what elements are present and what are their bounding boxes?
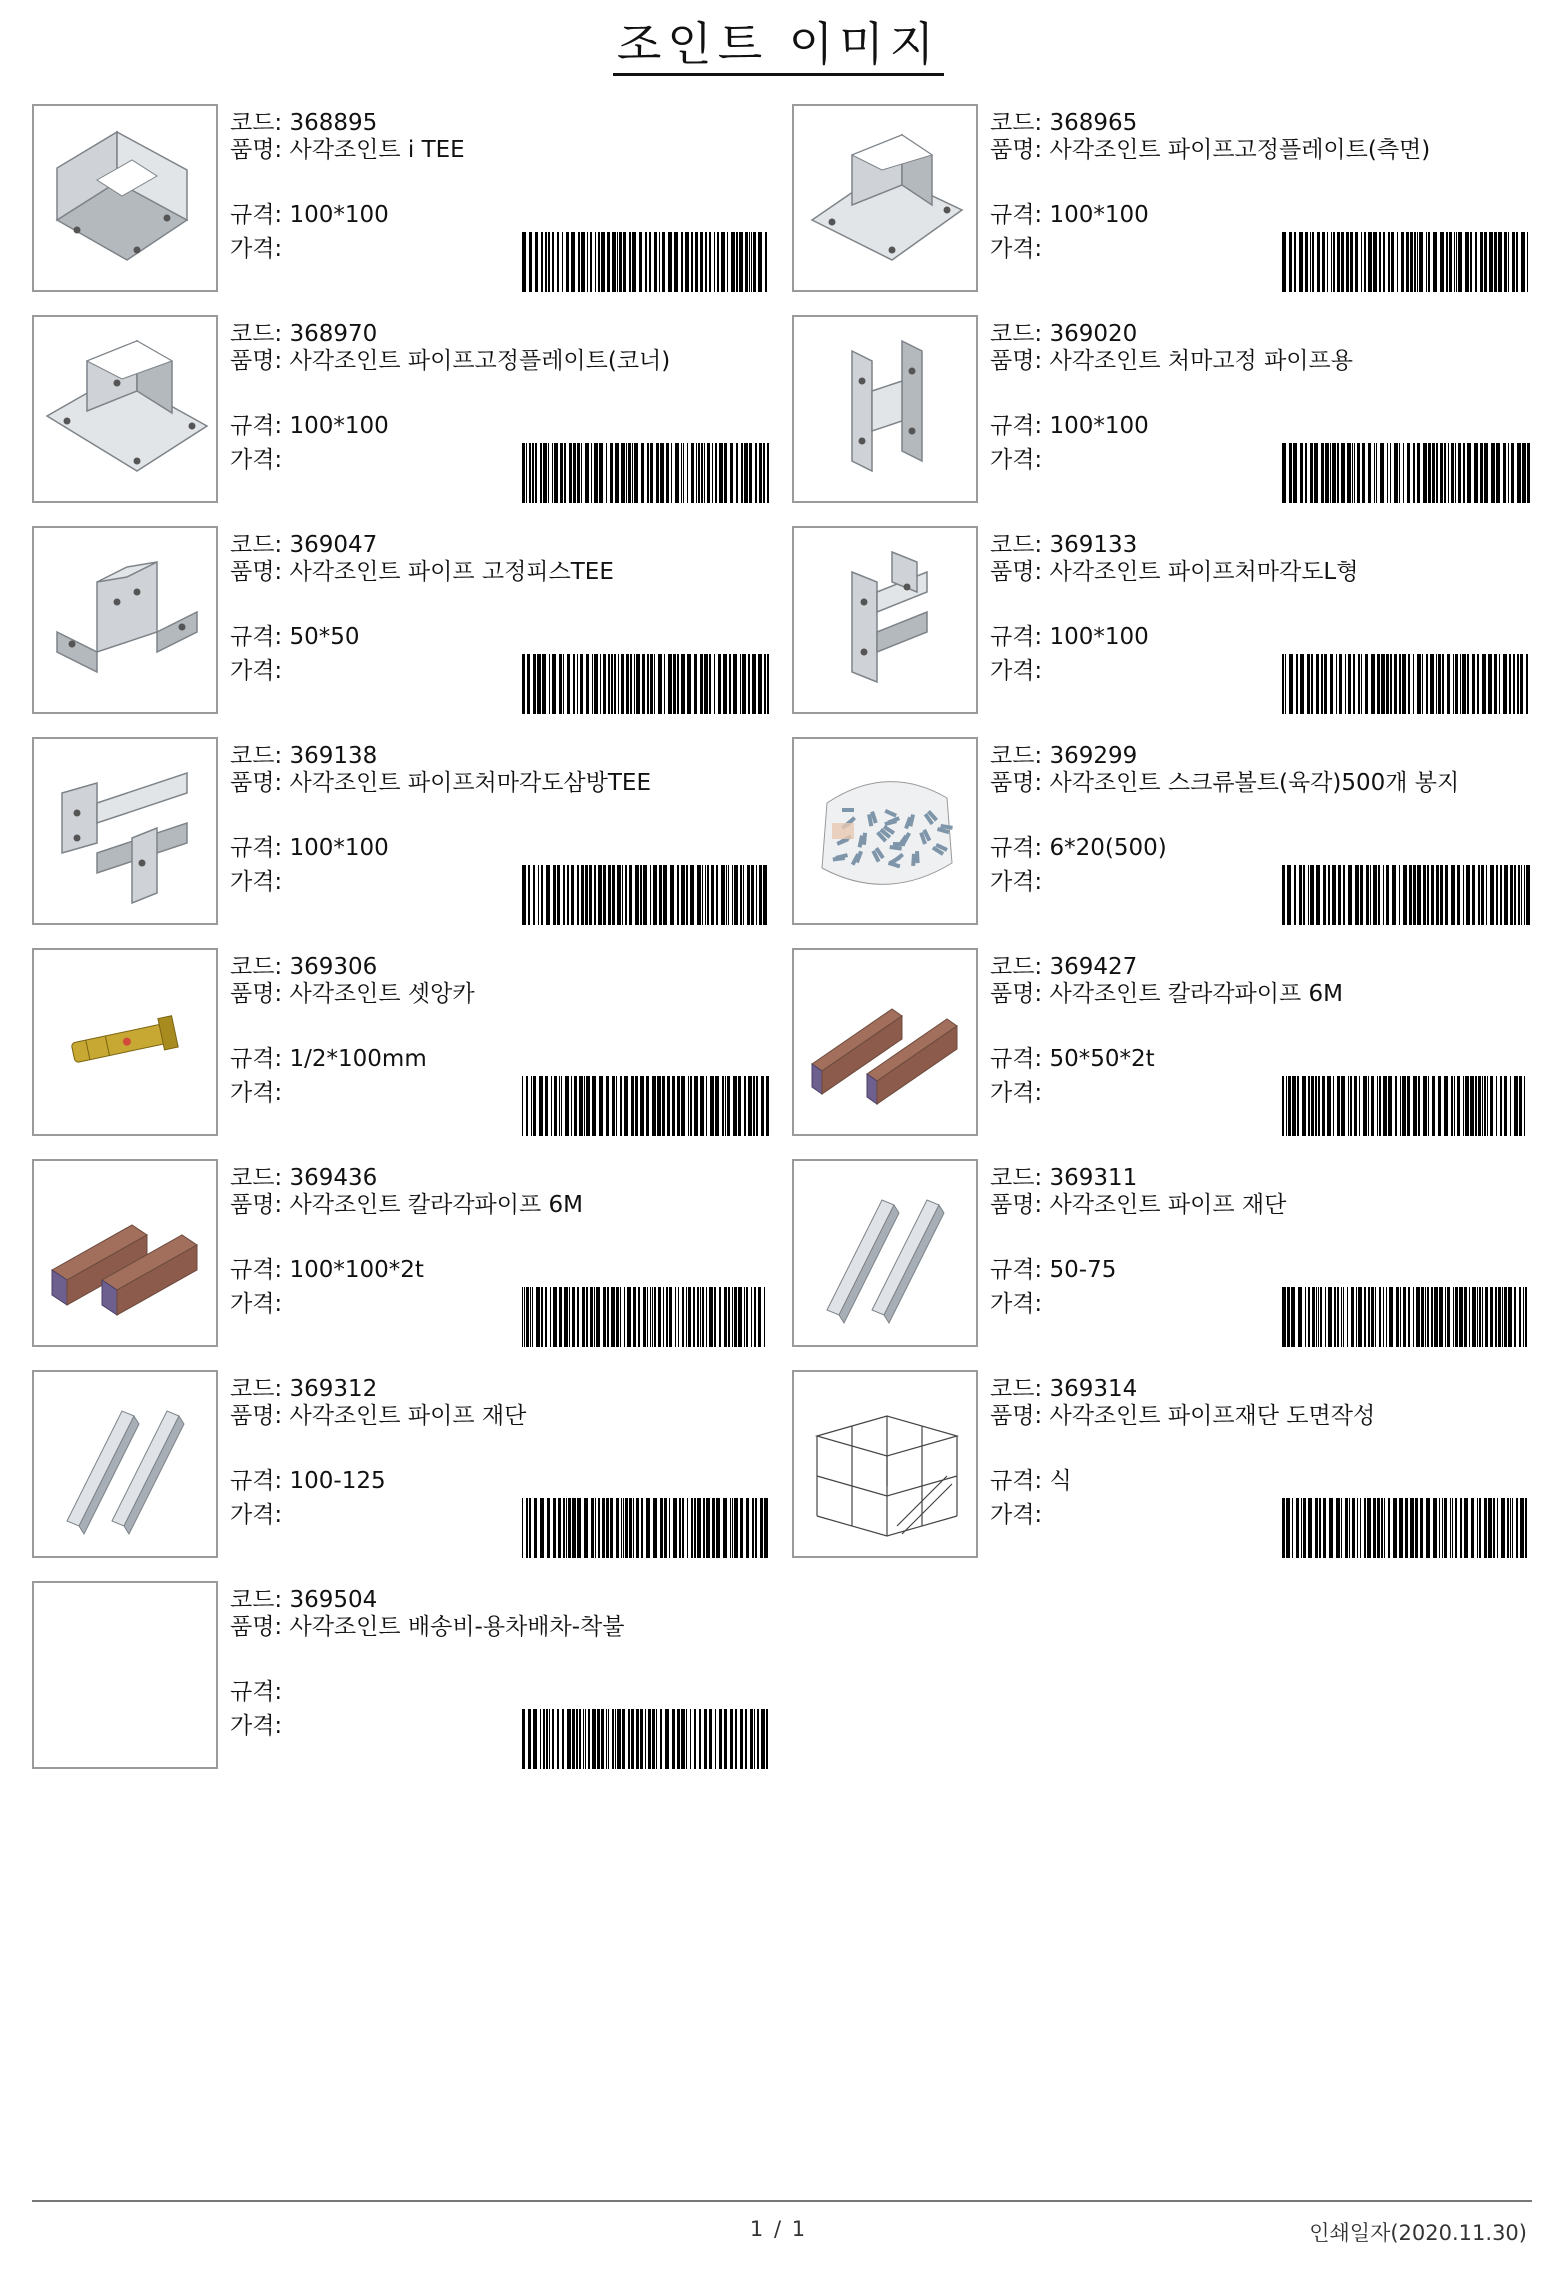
code-row (990, 530, 1137, 560)
code-value: 369312 (289, 1376, 378, 1402)
spec-label: 규격: (990, 1257, 1050, 1283)
product-image (32, 1581, 218, 1769)
spec-row (990, 622, 1149, 652)
price-label: 가격: (990, 658, 1050, 684)
eaves-three-way-tee-icon (37, 743, 213, 919)
spec-value: 100*100 (1049, 624, 1149, 650)
product-card (792, 737, 1532, 948)
name-value: 사각조인트 파이프고정플레이트(코너) (289, 348, 671, 374)
spec-label: 규격: (230, 413, 290, 439)
spec-label: 규격: (230, 1257, 290, 1283)
color-square-pipe-large-icon (37, 1165, 213, 1341)
spec-value: 50*50*2t (1049, 1046, 1155, 1072)
barcode-graphic (522, 1287, 770, 1347)
barcode (1282, 865, 1530, 925)
product-card (792, 948, 1532, 1159)
code-row (230, 1374, 377, 1404)
page-title: 조인트 이미지 (0, 14, 1557, 74)
name-value: 사각조인트 파이프재단 도면작성 (1049, 1403, 1376, 1429)
spec-label: 규격: (990, 624, 1050, 650)
spec-value: 식 (1049, 1468, 1072, 1494)
code-value: 369436 (289, 1165, 378, 1191)
code-label: 코드: (990, 321, 1050, 347)
blank-image (37, 1587, 213, 1763)
code-value: 369299 (1049, 743, 1138, 769)
spec-row (990, 1466, 1072, 1496)
barcode-graphic (522, 1498, 770, 1558)
barcode (1282, 1076, 1530, 1136)
spec-value: 100*100 (289, 835, 389, 861)
code-row (990, 319, 1137, 349)
code-label: 코드: (230, 321, 290, 347)
price-row (230, 1500, 290, 1530)
product-image (792, 315, 978, 503)
spec-label: 규격: (230, 624, 290, 650)
code-row (990, 952, 1137, 982)
price-row (230, 867, 290, 897)
code-row (230, 530, 377, 560)
barcode (1282, 1498, 1530, 1558)
code-value: 369133 (1049, 532, 1138, 558)
barcode (1282, 443, 1530, 503)
name-value: 사각조인트 파이프 고정피스TEE (289, 559, 614, 585)
spec-row (230, 1044, 427, 1074)
code-value: 369138 (289, 743, 378, 769)
price-label: 가격: (990, 447, 1050, 473)
screw-bolt-bag-icon (797, 743, 973, 919)
name-label: 품명: (990, 348, 1050, 374)
spec-row (990, 411, 1149, 441)
name-row (230, 138, 770, 163)
product-card (32, 1581, 792, 1792)
name-value: 사각조인트 칼라각파이프 6M (1049, 981, 1343, 1007)
spec-value: 100*100 (1049, 202, 1149, 228)
product-card (32, 948, 792, 1159)
product-image (32, 1370, 218, 1558)
spec-label: 규격: (990, 202, 1050, 228)
code-row (990, 1163, 1137, 1193)
code-value: 369306 (289, 954, 378, 980)
name-label: 품명: (990, 770, 1050, 796)
name-label: 품명: (230, 559, 290, 585)
name-value: 사각조인트 파이프고정플레이트(측면) (1049, 137, 1431, 163)
price-row (990, 234, 1050, 264)
price-row (230, 1711, 290, 1741)
price-row (990, 445, 1050, 475)
code-label: 코드: (230, 743, 290, 769)
barcode-graphic (1282, 1287, 1530, 1347)
barcode-graphic (522, 865, 770, 925)
spec-row (230, 411, 389, 441)
product-image (32, 948, 218, 1136)
name-row (990, 982, 1530, 1007)
name-row (230, 349, 770, 374)
name-label: 품명: (990, 559, 1050, 585)
name-label: 품명: (230, 137, 290, 163)
product-image (32, 737, 218, 925)
code-row (990, 1374, 1137, 1404)
spec-value: 100*100*2t (289, 1257, 424, 1283)
product-image (792, 1159, 978, 1347)
price-label: 가격: (230, 1291, 290, 1317)
barcode-graphic (522, 654, 770, 714)
product-card (32, 315, 792, 526)
price-row (230, 656, 290, 686)
code-label: 코드: (230, 1165, 290, 1191)
spec-row (230, 833, 389, 863)
barcode-graphic (1282, 865, 1530, 925)
barcode (1282, 1287, 1530, 1347)
spec-value: 50-75 (1049, 1257, 1117, 1283)
barcode-graphic (522, 1076, 770, 1136)
product-card (32, 104, 792, 315)
code-value: 369047 (289, 532, 378, 558)
product-image (32, 104, 218, 292)
barcode-graphic (1282, 1076, 1530, 1136)
code-row (230, 1585, 377, 1615)
price-row (990, 867, 1050, 897)
name-label: 품명: (230, 1614, 290, 1640)
price-label: 가격: (990, 1291, 1050, 1317)
price-row (990, 1289, 1050, 1319)
spec-label: 규격: (230, 1679, 290, 1705)
code-row (230, 319, 377, 349)
name-row (230, 982, 770, 1007)
spec-label: 규격: (990, 1468, 1050, 1494)
pipe-fixing-plate-corner-icon (37, 321, 213, 497)
product-card (32, 737, 792, 948)
product-card (792, 104, 1532, 315)
spec-value: 6*20(500) (1049, 835, 1167, 861)
spec-row (990, 1044, 1155, 1074)
spec-label: 규격: (230, 835, 290, 861)
code-label: 코드: (230, 1376, 290, 1402)
color-square-pipe-icon (797, 954, 973, 1130)
spec-label: 규격: (230, 1468, 290, 1494)
product-image (792, 737, 978, 925)
code-row (230, 741, 377, 771)
barcode (522, 1709, 770, 1769)
price-label: 가격: (990, 1080, 1050, 1106)
name-value: 사각조인트 처마고정 파이프용 (1049, 348, 1353, 374)
code-label: 코드: (230, 532, 290, 558)
price-label: 가격: (230, 236, 290, 262)
name-value: 사각조인트 칼라각파이프 6M (289, 1192, 583, 1218)
product-image (32, 1159, 218, 1347)
price-row (230, 1289, 290, 1319)
barcode-graphic (1282, 232, 1530, 292)
barcode (522, 865, 770, 925)
code-label: 코드: (990, 110, 1050, 136)
spec-label: 규격: (230, 202, 290, 228)
name-label: 품명: (230, 348, 290, 374)
name-row (230, 560, 770, 585)
price-label: 가격: (990, 236, 1050, 262)
spec-label: 규격: (990, 413, 1050, 439)
product-card (32, 1159, 792, 1370)
price-label: 가격: (990, 869, 1050, 895)
name-label: 품명: (230, 1403, 290, 1429)
barcode (522, 1287, 770, 1347)
barcode (1282, 232, 1530, 292)
barcode-graphic (1282, 443, 1530, 503)
code-value: 368965 (1049, 110, 1138, 136)
spec-row (990, 1255, 1116, 1285)
spec-row (230, 1255, 424, 1285)
name-value: 사각조인트 i TEE (289, 137, 465, 163)
name-row (990, 1193, 1530, 1218)
price-row (990, 1500, 1050, 1530)
code-row (230, 108, 377, 138)
spec-value: 1/2*100mm (289, 1046, 427, 1072)
code-row (990, 741, 1137, 771)
set-anchor-icon (37, 954, 213, 1130)
spec-row (990, 200, 1149, 230)
code-row (230, 952, 377, 982)
price-label: 가격: (230, 447, 290, 473)
price-row (230, 445, 290, 475)
pipe-cut-icon (37, 1376, 213, 1552)
product-card (792, 1159, 1532, 1370)
spec-row (990, 833, 1167, 863)
eaves-angle-l-bracket-icon (797, 532, 973, 708)
code-label: 코드: (230, 1587, 290, 1613)
barcode-graphic (1282, 1498, 1530, 1558)
code-label: 코드: (990, 1165, 1050, 1191)
code-value: 369427 (1049, 954, 1138, 980)
spec-value: 50*50 (289, 624, 360, 650)
name-row (990, 349, 1530, 374)
product-card (792, 315, 1532, 526)
spec-row (230, 200, 389, 230)
code-label: 코드: (990, 1376, 1050, 1402)
code-label: 코드: (230, 110, 290, 136)
pipe-cut-icon (797, 1165, 973, 1341)
spec-row (230, 1466, 386, 1496)
product-card (32, 1370, 792, 1581)
code-label: 코드: (990, 532, 1050, 558)
code-value: 369504 (289, 1587, 378, 1613)
product-card (32, 526, 792, 737)
code-value: 369020 (1049, 321, 1138, 347)
barcode (1282, 654, 1530, 714)
spec-label: 규격: (990, 835, 1050, 861)
print-date: 인쇄일자(2020.11.30) (1309, 2221, 1527, 2245)
price-row (990, 656, 1050, 686)
name-label: 품명: (990, 1403, 1050, 1429)
code-label: 코드: (990, 743, 1050, 769)
code-row (230, 1163, 377, 1193)
name-row (230, 1193, 770, 1218)
name-label: 품명: (990, 981, 1050, 1007)
pipe-fixing-tee-icon (37, 532, 213, 708)
spec-label: 규격: (990, 1046, 1050, 1072)
name-row (230, 1615, 770, 1640)
name-label: 품명: (990, 137, 1050, 163)
price-row (230, 1078, 290, 1108)
name-value: 사각조인트 파이프처마각도L형 (1049, 559, 1359, 585)
price-row (990, 1078, 1050, 1108)
barcode-graphic (522, 443, 770, 503)
barcode-graphic (1282, 654, 1530, 714)
price-label: 가격: (230, 1713, 290, 1739)
name-value: 사각조인트 파이프 재단 (1049, 1192, 1287, 1218)
barcode (522, 654, 770, 714)
name-row (990, 1404, 1530, 1429)
barcode (522, 1076, 770, 1136)
name-value: 사각조인트 배송비-용차배차-착불 (289, 1614, 625, 1640)
code-row (990, 108, 1137, 138)
barcode (522, 443, 770, 503)
price-label: 가격: (230, 1080, 290, 1106)
name-label: 품명: (990, 1192, 1050, 1218)
spec-row (230, 1677, 290, 1707)
name-row (230, 771, 770, 796)
product-card (792, 1370, 1532, 1581)
name-label: 품명: (230, 981, 290, 1007)
product-image (32, 526, 218, 714)
barcode-graphic (522, 232, 770, 292)
name-row (990, 771, 1530, 796)
name-value: 사각조인트 파이프처마각도삼방TEE (289, 770, 651, 796)
spec-value: 100*100 (289, 202, 389, 228)
product-grid (32, 104, 1532, 1792)
price-label: 가격: (230, 1502, 290, 1528)
product-image (792, 1370, 978, 1558)
code-value: 368895 (289, 110, 378, 136)
code-value: 369311 (1049, 1165, 1138, 1191)
spec-value: 100-125 (289, 1468, 386, 1494)
code-label: 코드: (230, 954, 290, 980)
barcode (522, 1498, 770, 1558)
price-label: 가격: (230, 869, 290, 895)
price-label: 가격: (230, 658, 290, 684)
product-image (792, 526, 978, 714)
name-label: 품명: (230, 1192, 290, 1218)
product-image (792, 948, 978, 1136)
price-label: 가격: (990, 1502, 1050, 1528)
structure-drawing-icon (797, 1376, 973, 1552)
name-value: 사각조인트 스크류볼트(육각)500개 봉지 (1049, 770, 1460, 796)
footer-divider (32, 2200, 1532, 2202)
square-joint-i-tee-icon (37, 110, 213, 286)
name-value: 사각조인트 셋앙카 (289, 981, 475, 1007)
spec-value: 100*100 (289, 413, 389, 439)
spec-value: 100*100 (1049, 413, 1149, 439)
code-label: 코드: (990, 954, 1050, 980)
code-value: 368970 (289, 321, 378, 347)
spec-row (230, 622, 360, 652)
name-label: 품명: (230, 770, 290, 796)
code-value: 369314 (1049, 1376, 1138, 1402)
price-row (230, 234, 290, 264)
product-card (792, 526, 1532, 737)
product-image (792, 104, 978, 292)
name-row (990, 138, 1530, 163)
eaves-fixing-bracket-icon (797, 321, 973, 497)
barcode-graphic (522, 1709, 770, 1769)
page-number: 1 / 1 (749, 2217, 808, 2241)
pipe-fixing-plate-side-icon (797, 110, 973, 286)
product-image (32, 315, 218, 503)
name-row (990, 560, 1530, 585)
name-row (230, 1404, 770, 1429)
name-value: 사각조인트 파이프 재단 (289, 1403, 527, 1429)
barcode (522, 232, 770, 292)
spec-label: 규격: (230, 1046, 290, 1072)
